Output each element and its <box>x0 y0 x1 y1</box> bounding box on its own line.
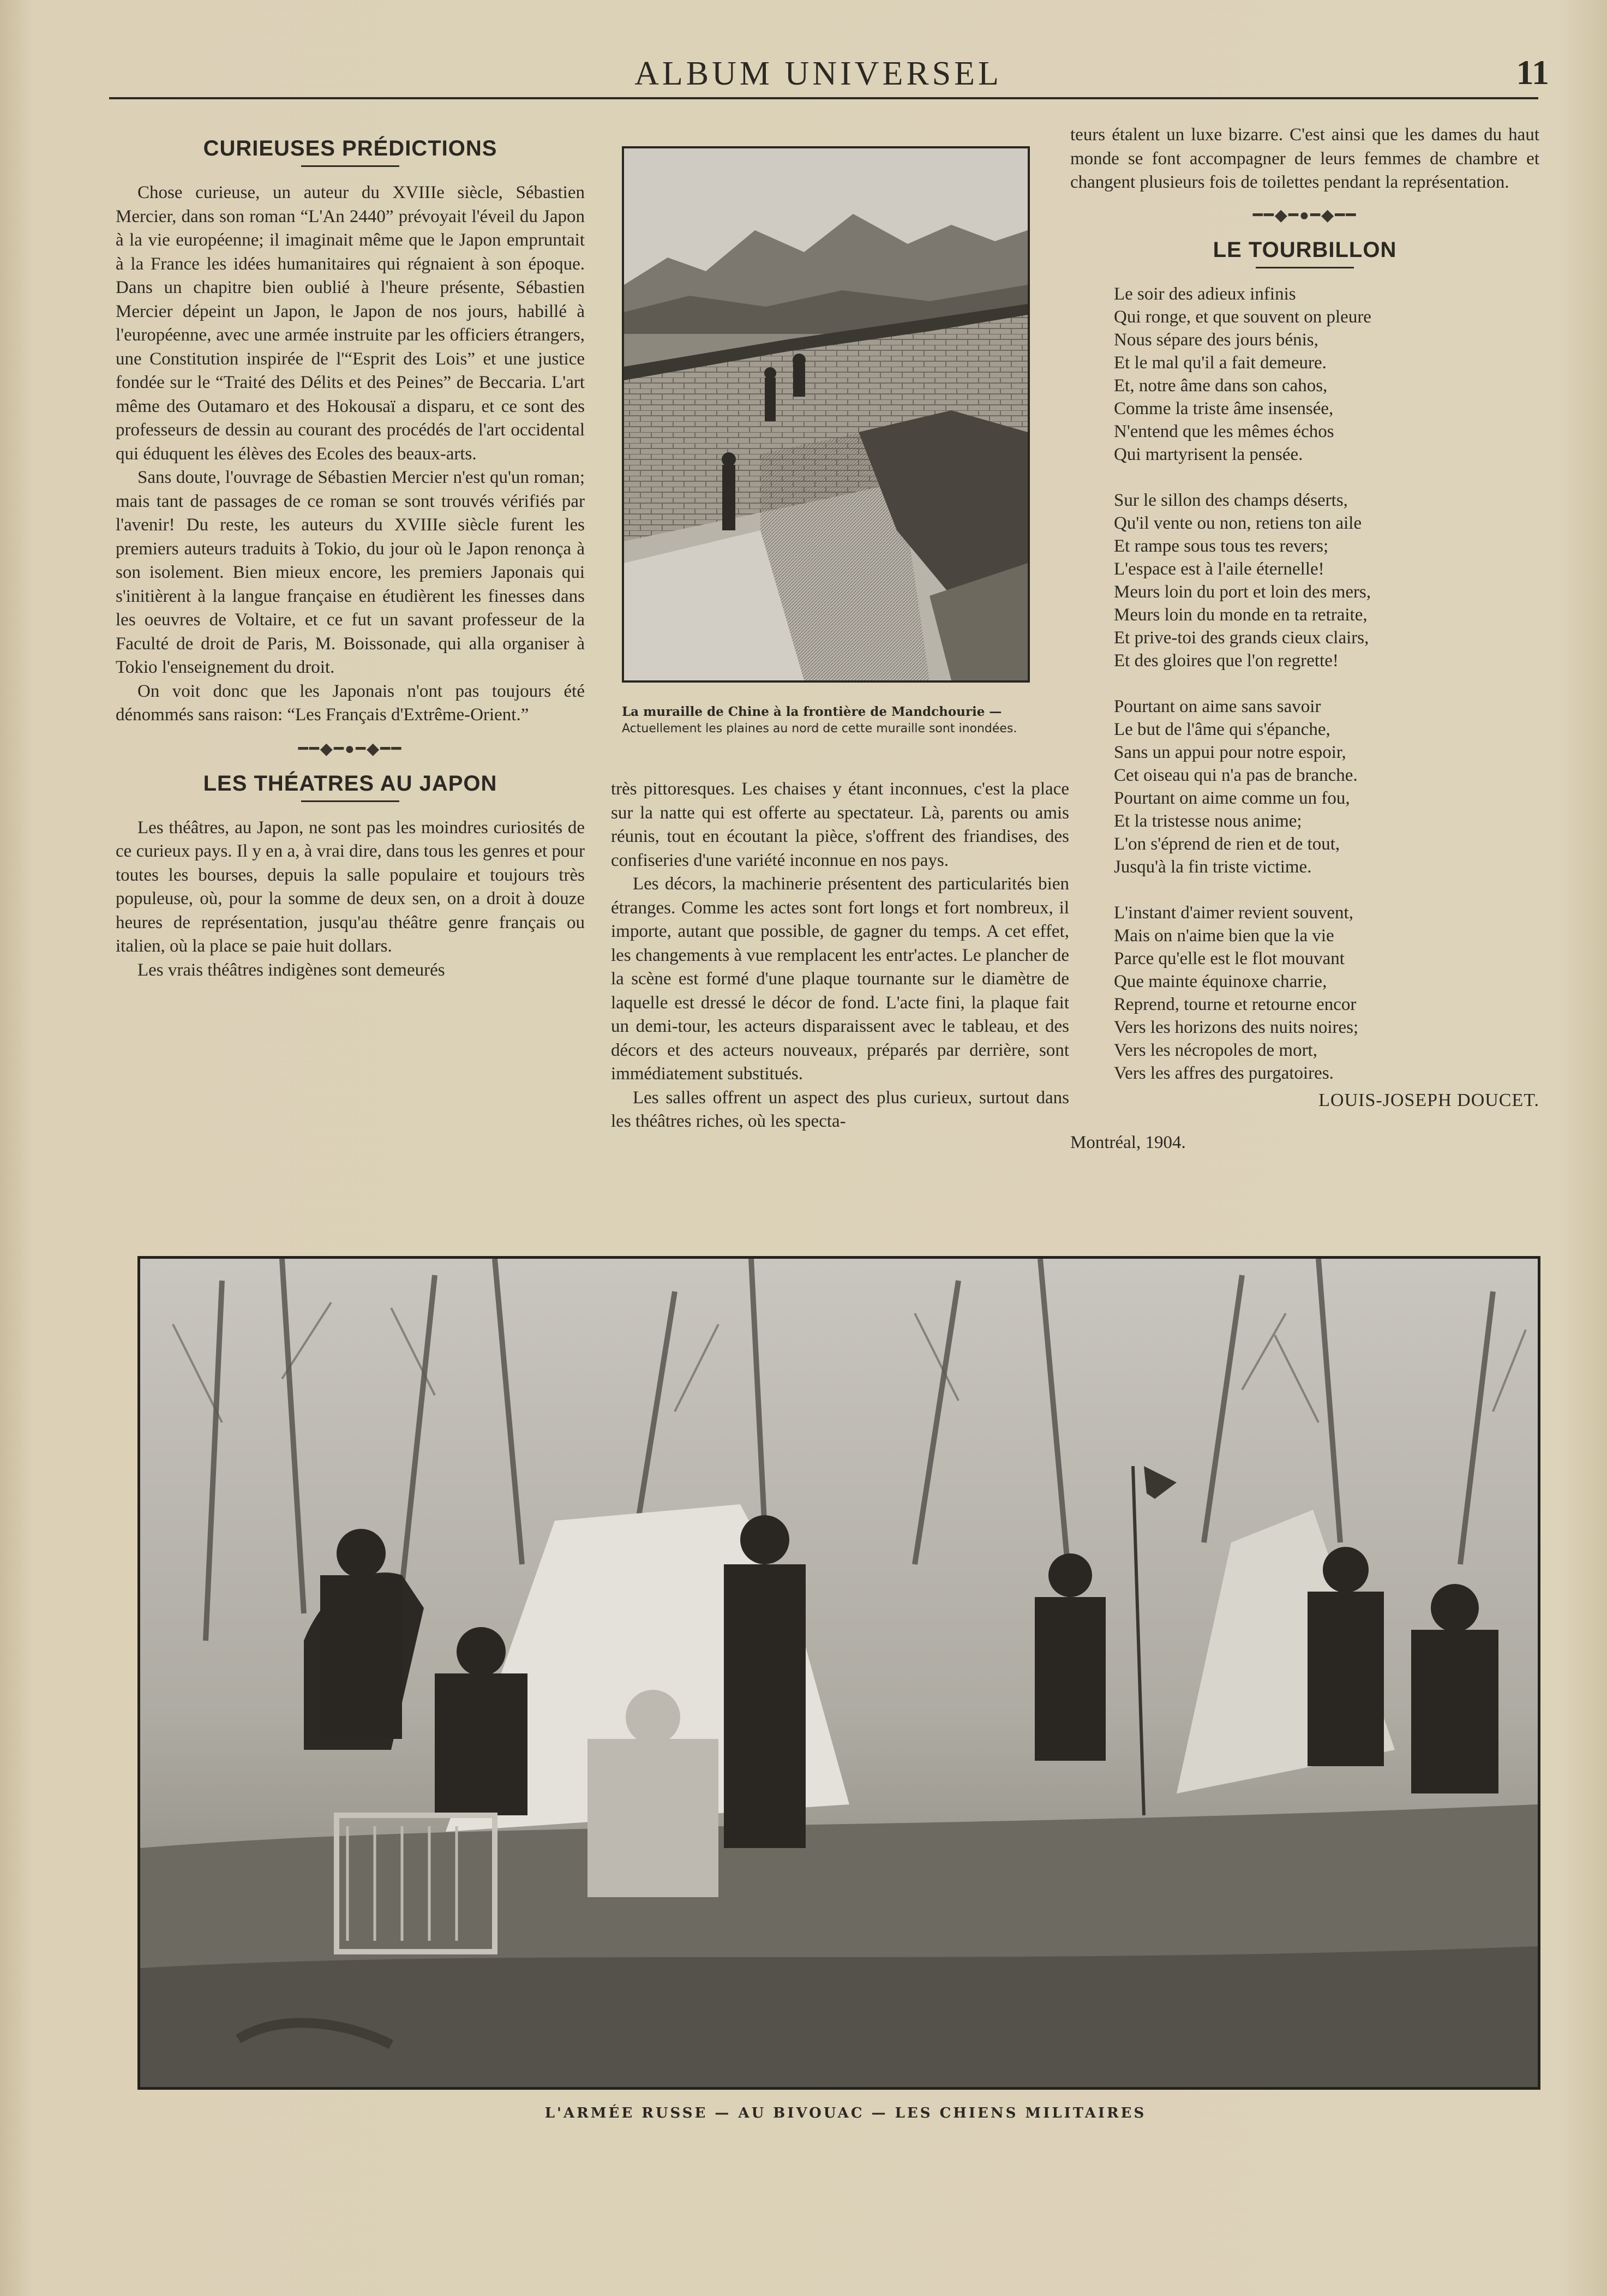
column-left <box>116 136 585 982</box>
poem-line: Parce qu'elle est le flot mouvant <box>1114 948 1345 968</box>
poem-line: Reprend, tourne et retourne encor <box>1114 994 1357 1014</box>
poem-stanza <box>1114 489 1539 672</box>
column-middle <box>611 778 1069 1134</box>
article-paragraph: Chose curieuse, un auteur du XVIIIe siècle, Sébastien Mercier, dans son roman “L'An 2440” prévoyait l'éveil du Japon à la vie européenne; il imaginait même que le Japon empruntait à la France les idées humanitaires qui régnaient à son époque. Dans un chapitre bien oublié à l'heure présente, Sébastien Mercier dépeint un Japon, le Japon de nos jours, habillé à l'européenne, avec une armée instruite par les officiers étrangers, une Constitution inspirée de l'“Esprit des Lois” et une justice fondée sur le “Traité des Délits et des Peines” de Beccaria. L'art même des Outamaro et des Hokousaï a disparu, et ce sont des professeurs de dessin au courant des procédés de l'art occidental qui éduquent les élèves des Ecoles des beaux-arts. <box>116 183 585 464</box>
heading-rule <box>1256 267 1354 268</box>
poem-line: Qu'il vente ou non, retiens ton aile <box>1114 513 1362 533</box>
poem-line: Et prive-toi des grands cieux clairs, <box>1114 627 1369 648</box>
header-rule <box>109 97 1538 99</box>
poem-line: Pourtant on aime sans savoir <box>1114 696 1321 716</box>
caption-title: La muraille de Chine à la frontière de Mandchourie — <box>622 704 1002 719</box>
poem-line: Mais on n'aime bien que la vie <box>1114 925 1334 946</box>
poem-line: Vers les affres des purgatoires. <box>1114 1063 1334 1083</box>
heading-rule <box>301 165 399 167</box>
article-paragraph: On voit donc que les Japonais n'ont pas toujours été dénommés sans raison: “Les Français d'Extrême-Orient.” <box>116 681 585 725</box>
poem-line: Vers les horizons des nuits noires; <box>1114 1017 1359 1037</box>
poem-line: Jusqu'à la fin triste victime. <box>1114 857 1312 877</box>
heading-rule <box>301 800 399 802</box>
article-paragraph: Les théâtres, au Japon, ne sont pas les moindres curiosités de ce curieux pays. Il y en a, à vrai dire, dans tous les genres et pour toutes les bourses, depuis la salle populaire et toujours très populeuse, où, pour la somme de deux sen, on a droit à douze heures de représentation, jusqu'au théâtre genre français ou italien, où la place se paie huit dollars. <box>116 817 585 956</box>
poem-line: Sans un appui pour notre espoir, <box>1114 742 1346 762</box>
section-ornament: ━━◆━●━◆━━ <box>298 739 403 758</box>
russian-army-bivouac-photo <box>137 1256 1540 2090</box>
poem-line: Et la tristesse nous anime; <box>1114 811 1302 831</box>
poem-line: Meurs loin du port et loin des mers, <box>1114 582 1371 602</box>
poem-line: Pourtant on aime comme un fou, <box>1114 788 1350 808</box>
poem-line: Cet oiseau qui n'a pas de branche. <box>1114 765 1358 785</box>
article-paragraph: Les salles offrent un aspect des plus curieux, surtout dans les théâtres riches, où les specta- <box>611 1087 1069 1131</box>
article-paragraph: Sans doute, l'ouvrage de Sébastien Mercier n'est qu'un roman; mais tant de passages de ce roman se sont trouvés vérifiés par l'avenir! Du reste, les auteurs du XVIIIe siècle furent les premiers auteurs traduits à Tokio, du jour où le Japon renonça à son isolement. Bien mieux encore, les premiers Japonais qui s'initièrent à la langue française en étudièrent les finesses dans les oeuvres de Voltaire, et ce fut un savant professeur de la Faculté de droit de Paris, M. Boissonade, qui alla organiser à Tokio l'enseignement du droit. <box>116 468 585 677</box>
poem-line: Vers les nécropoles de mort, <box>1114 1040 1317 1060</box>
section-ornament: ━━◆━●━◆━━ <box>1252 206 1357 224</box>
poem-body <box>1114 283 1539 1085</box>
poem-line: Et le mal qu'il a fait demeure. <box>1114 352 1327 373</box>
poem-line: Nous sépare des jours bénis, <box>1114 330 1318 350</box>
article-heading-predictions: CURIEUSES PRÉDICTIONS <box>203 136 497 160</box>
poem-stanza <box>1114 901 1539 1085</box>
poem-line: Et, notre âme dans son cahos, <box>1114 375 1328 396</box>
caption-text: Actuellement les plaines au nord de cette muraille sont inondées. <box>622 722 1017 736</box>
article-paragraph: Les décors, la machinerie présentent des particularités bien étranges. Comme les actes sont fort longs et fort nombreux, il importe, autant que possible, de gagner du temps. A cet effet, les changements à vue remplacent les entr'actes. Le plancher de la scène est formé d'une plaque tournante sur le diamètre de laquelle est dressé le décor de fond. L'acte fini, la plaque fait un demi-tour, les acteurs disparaissent avec le tableau, et des décors et des acteurs nouveaux, préparés par derrière, sont immédiatement substitués. <box>611 874 1069 1084</box>
poem-line: L'on s'éprend de rien et de tout, <box>1114 834 1340 854</box>
great-wall-illustration <box>622 146 1030 683</box>
page-number: 11 <box>1516 53 1549 92</box>
article-paragraph: très pittoresques. Les chaises y étant inconnues, c'est la place sur la natte qui est offerte au spectateur. Là, parents ou amis réunis, tout en écoutant la pièce, s'offrent des friandises, des confiseries d'une variété inconnue en nos pays. <box>611 779 1069 870</box>
poem-line: Meurs loin du monde en ta retraite, <box>1114 605 1368 625</box>
poem-line: Le soir des adieux infinis <box>1114 284 1296 304</box>
article-heading-theatres: LES THÉATRES AU JAPON <box>203 771 497 796</box>
poem-line: L'espace est à l'aile éternelle! <box>1114 559 1324 579</box>
poem-line: Et des gloires que l'on regrette! <box>1114 650 1339 671</box>
poem-line: Sur le sillon des champs déserts, <box>1114 490 1348 510</box>
poem-author: LOUIS-JOSEPH DOUCET. <box>1318 1090 1539 1110</box>
poem-line: Le but de l'âme qui s'épanche, <box>1114 719 1330 739</box>
article-paragraph: Les vrais théâtres indigènes sont demeurés <box>137 960 445 980</box>
army-photo-caption: L'ARMÉE RUSSE — AU BIVOUAC — LES CHIENS MILITAIRES <box>544 2105 1147 2121</box>
poem-line: Que mainte équinoxe charrie, <box>1114 971 1327 991</box>
column-right <box>1070 123 1539 1153</box>
poem-heading: LE TOURBILLON <box>1213 237 1397 262</box>
poem-place-date: Montréal, 1904. <box>1070 1132 1186 1152</box>
poem-line: Comme la triste âme insensée, <box>1114 398 1334 418</box>
poem-line: N'entend que les mêmes échos <box>1114 421 1334 441</box>
article-paragraph: teurs étalent un luxe bizarre. C'est ainsi que les dames du haut monde se font accompagner de leurs femmes de chambre et changent plusieurs fois de toilettes pendant la représentation. <box>1070 125 1539 192</box>
poem-line: Et rampe sous tous tes revers; <box>1114 536 1329 556</box>
poem-line: Qui ronge, et que souvent on pleure <box>1114 307 1371 327</box>
masthead-title: ALBUM UNIVERSEL <box>634 55 1002 92</box>
poem-stanza <box>1114 283 1539 466</box>
great-wall-caption <box>622 704 1036 737</box>
poem-line: Qui martyrisent la pensée. <box>1114 444 1303 464</box>
poem-line: L'instant d'aimer revient souvent, <box>1114 902 1353 923</box>
poem-stanza <box>1114 695 1539 878</box>
